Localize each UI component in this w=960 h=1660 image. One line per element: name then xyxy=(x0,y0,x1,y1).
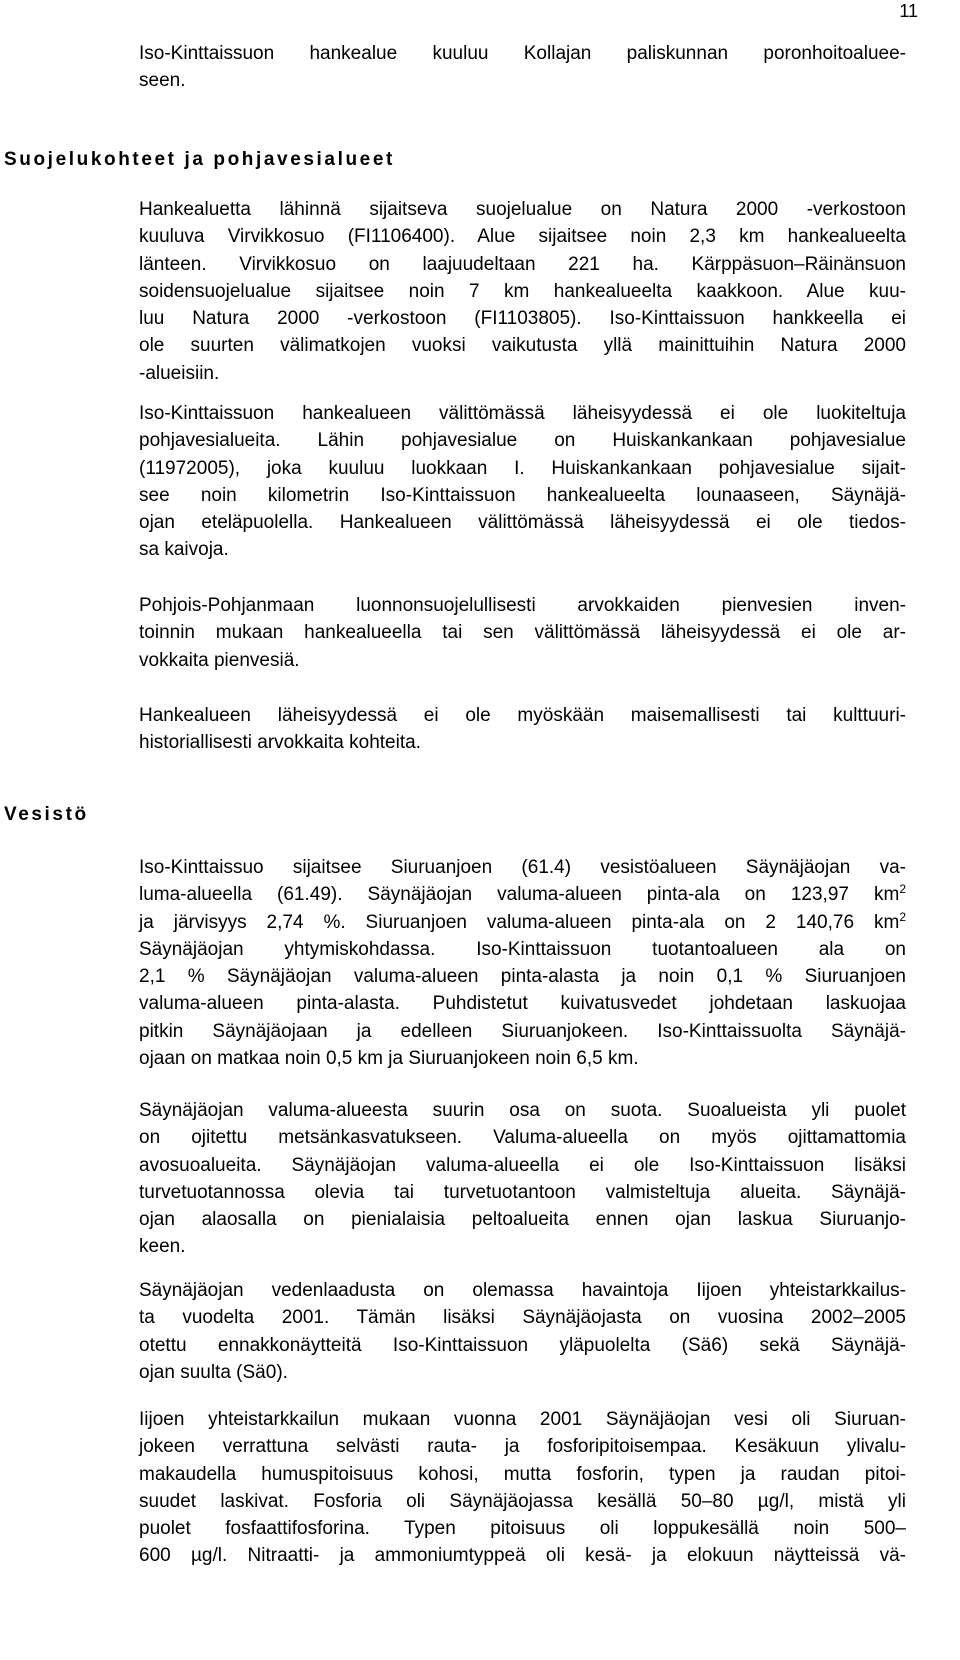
text-line: suudet laskivat. Fosforia oli Säynäjäojassa kesällä 50–80 µg/l, mistä yli xyxy=(139,1490,906,1512)
intro-paragraph xyxy=(139,40,906,95)
text-line: pohjavesialueita. Lähin pohjavesialue on Huiskankankaan pohjavesialue xyxy=(139,430,906,452)
text-line: turvetuotannossa olevia tai turvetuotantoon valmisteltuja alueita. Säynäjä- xyxy=(139,1181,906,1203)
text-line: soidensuojelualue sijaitsee noin 7 km hankealueelta kaakkoon. Alue kuu- xyxy=(139,280,906,302)
text-line: on ojitettu metsänkasvatukseen. Valuma-alueella on myös ojittamattomia xyxy=(139,1127,906,1149)
text-line: avosuoalueita. Säynäjäojan valuma-alueella ei ole Iso-Kinttaissuon lisäksi xyxy=(139,1154,906,1176)
text-line: 2,1 % Säynäjäojan valuma-alueen pinta-alasta ja noin 0,1 % Siuruanjoen xyxy=(139,966,906,988)
text-line: Säynäjäojan yhtymiskohdassa. Iso-Kinttaissuon tuotantoalueen ala on xyxy=(139,938,906,960)
section-heading-waters: Vesistö xyxy=(4,804,89,825)
superscript: 2 xyxy=(899,909,906,924)
text-line: länteen. Virvikkosuo on laajuudeltaan 221 ha. Kärppäsuon–Räinänsuon xyxy=(139,253,906,275)
text-line: 600 µg/l. Nitraatti- ja ammoniumtyppeä oli kesä- ja elokuun näytteissä vä- xyxy=(139,1545,906,1567)
text-line: historiallisesti arvokkaita kohteita. xyxy=(139,732,421,754)
text-line: Iso-Kinttaissuo sijaitsee Siuruanjoen (61.4) vesistöalueen Säynäjäojan va- xyxy=(139,857,906,878)
text-line: ole suurten välimatkojen vuoksi vaikutusta yllä mainittuihin Natura 2000 xyxy=(139,335,906,357)
page-number: 11 xyxy=(899,1,918,21)
text-line: Iijoen yhteistarkkailun mukaan vuonna 2001 Säynäjäojan vesi oli Siuruan- xyxy=(139,1409,906,1430)
text-line: puolet fosfaattifosforina. Typen pitoisuus oli loppukesällä noin 500– xyxy=(139,1518,906,1540)
text-line: valuma-alueen pinta-alasta. Puhdistetut kuivatusvedet johdetaan laskuojaa xyxy=(139,993,906,1015)
text-line: Iso-Kinttaissuon hankealueen välittömässä läheisyydessä ei ole luokiteltuja xyxy=(139,403,906,424)
text-line: ta vuodelta 2001. Tämän lisäksi Säynäjäojasta on vuosina 2002–2005 xyxy=(139,1307,906,1329)
text-line: ojan eteläpuolella. Hankealueen välittömässä läheisyydessä ei ole tiedos- xyxy=(139,512,906,534)
text-line: ojan alaosalla on pienialaisia peltoalueita ennen ojan laskua Siuruanjo- xyxy=(139,1209,906,1231)
waters-paragraph-3 xyxy=(139,1277,906,1386)
text-fragment: luma-alueella (61.49). Säynäjäojan valuma-alueen pinta-ala on 123,97 km xyxy=(139,884,900,906)
text-line: ojaan on matkaa noin 0,5 km ja Siuruanjokeen noin 6,5 km. xyxy=(139,1048,639,1070)
text-line: seen. xyxy=(139,70,186,92)
superscript: 2 xyxy=(899,882,906,897)
text-line: jokeen verrattuna selvästi rauta- ja fosforipitoisempaa. Kesäkuun ylivalu- xyxy=(139,1436,906,1458)
protection-paragraph-1 xyxy=(139,196,906,387)
protection-paragraph-4 xyxy=(139,702,906,757)
text-line: makaudella humuspitoisuus kohosi, mutta fosforin, typen ja raudan pitoi- xyxy=(139,1463,906,1485)
text-line: luu Natura 2000 -verkostoon (FI1103805). Iso-Kinttaissuon hankkeella ei xyxy=(139,308,906,330)
text-line: toinnin mukaan hankealueella tai sen välittömässä läheisyydessä ei ole ar- xyxy=(139,622,906,644)
text-line: otettu ennakkonäytteitä Iso-Kinttaissuon yläpuolelta (Sä6) sekä Säynäjä- xyxy=(139,1334,906,1356)
text-line: (11972005), joka kuuluu luokkaan I. Huiskankankaan pohjavesialue sijait- xyxy=(139,457,906,479)
text-line: Säynäjäojan valuma-alueesta suurin osa on suota. Suoalueista yli puolet xyxy=(139,1100,906,1121)
text-line: see noin kilometrin Iso-Kinttaissuon hankealueelta lounaaseen, Säynäjä- xyxy=(139,484,906,506)
text-line xyxy=(139,881,906,908)
text-line: kuuluva Virvikkosuo (FI1106400). Alue sijaitsee noin 2,3 km hankealueelta xyxy=(139,226,906,248)
text-line: Iso-Kinttaissuon hankealue kuuluu Kollajan paliskunnan poronhoitoaluee- xyxy=(139,43,906,64)
text-line xyxy=(139,909,906,936)
text-line: Pohjois-Pohjanmaan luonnonsuojelullisesti arvokkaiden pienvesien inven- xyxy=(139,595,906,616)
waters-paragraph-4 xyxy=(139,1406,906,1570)
text-line: Hankealueen läheisyydessä ei ole myöskään maisemallisesti tai kulttuuri- xyxy=(139,705,906,726)
text-line: vokkaita pienvesiä. xyxy=(139,649,300,671)
text-line: pitkin Säynäjäojaan ja edelleen Siuruanjokeen. Iso-Kinttaissuolta Säynäjä- xyxy=(139,1020,906,1042)
waters-paragraph-2 xyxy=(139,1097,906,1261)
text-fragment: ja järvisyys 2,74 %. Siuruanjoen valuma-alueen pinta-ala on 2 140,76 km xyxy=(139,911,900,933)
protection-paragraph-2 xyxy=(139,400,906,564)
text-line: Säynäjäojan vedenlaadusta on olemassa havaintoja Iijoen yhteistarkkailus- xyxy=(139,1280,906,1301)
protection-paragraph-3 xyxy=(139,592,906,674)
text-line: -alueisiin. xyxy=(139,362,220,384)
text-line: ojan suulta (Sä0). xyxy=(139,1361,288,1383)
text-line: keen. xyxy=(139,1236,186,1258)
section-heading-protection: Suojelukohteet ja pohjavesialueet xyxy=(4,149,395,170)
waters-paragraph-1 xyxy=(139,854,906,1072)
text-line: Hankealuetta lähinnä sijaitseva suojelualue on Natura 2000 -verkostoon xyxy=(139,199,906,220)
text-line: sa kaivoja. xyxy=(139,539,229,561)
